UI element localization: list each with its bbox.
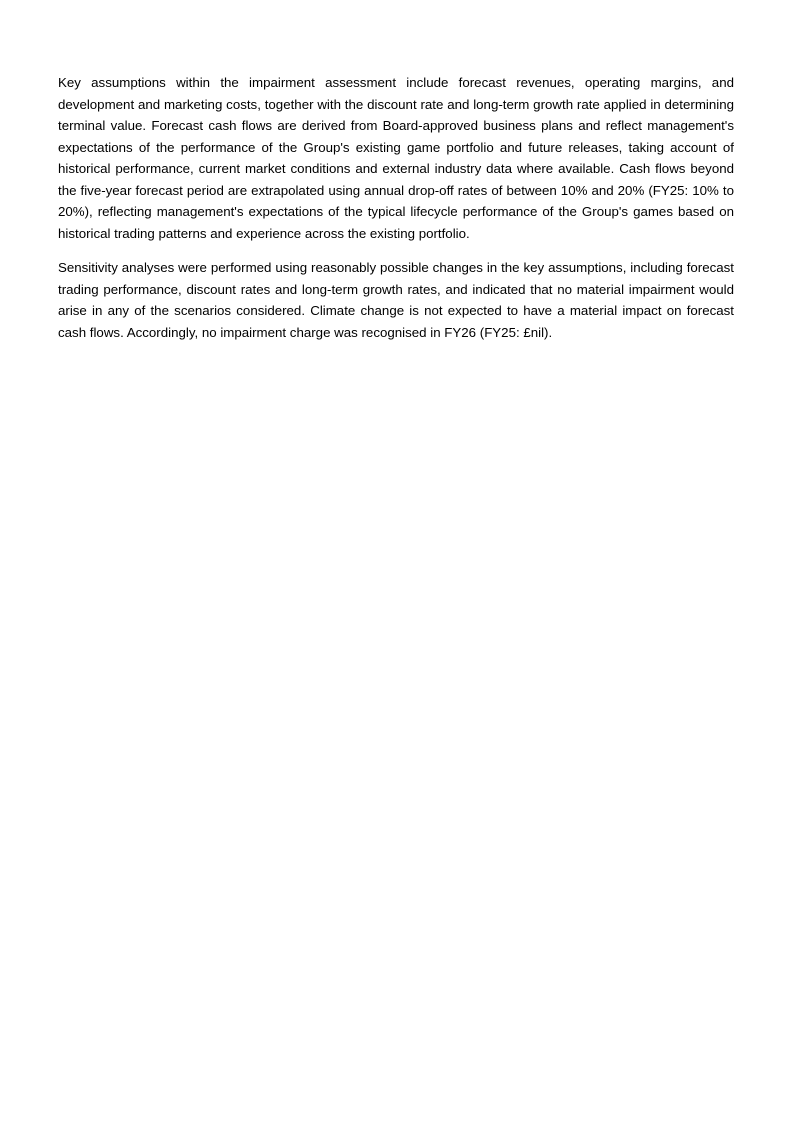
impairment-assumptions-paragraph: Key assumptions within the impairment assessment include forecast revenues, operating margins, and development and marketing costs, together with the discount rate and long-term growth rate applied in determining terminal value. Forecast cash flows are derived from Board-approved business plans and reflect management's expectations of the performance of the Group's existing game portfolio and future releases, taking account of historical performance, current market conditions and external industry data where available. Cash flows beyond the five-year forecast period are extrapolated using annual drop-off rates of between 10% and 20% (FY25: 10% to 20%), reflecting management's expectations of the typical lifecycle performance of the Group's games based on historical trading patterns and experience across the existing portfolio. — [58, 75, 734, 241]
document-page — [58, 72, 734, 356]
sensitivity-analysis-paragraph: Sensitivity analyses were performed using reasonably possible changes in the key assumptions, including forecast trading performance, discount rates and long-term growth rates, and indicated that no material impairment would arise in any of the scenarios considered. Climate change is not expected to have a material impact on forecast cash flows. Accordingly, no impairment charge was recognised in FY26 (FY25: £nil). — [58, 260, 734, 340]
